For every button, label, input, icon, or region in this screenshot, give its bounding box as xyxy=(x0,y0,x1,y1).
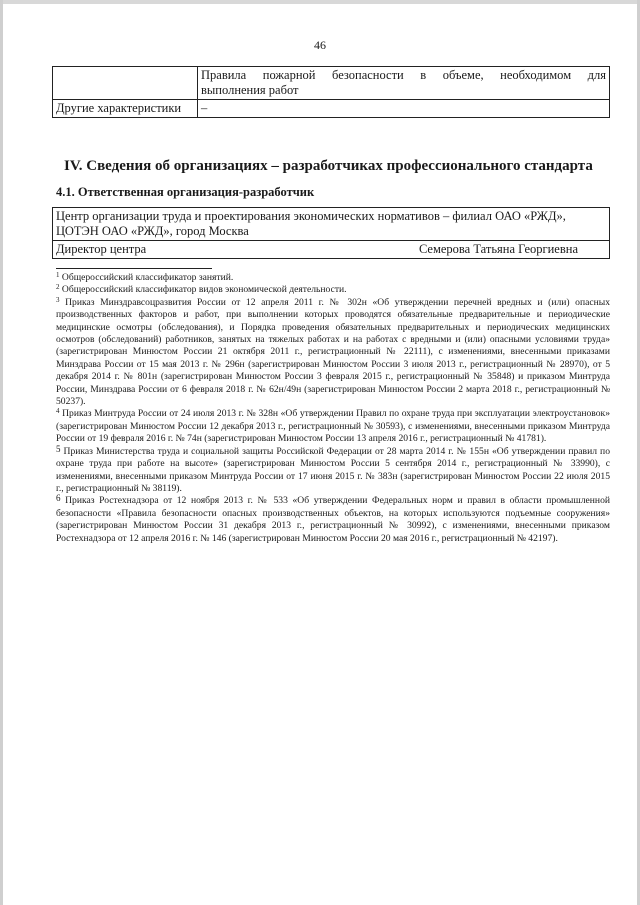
table-row xyxy=(53,208,610,241)
director-person: Семерова Татьяна Георгиевна xyxy=(418,242,578,256)
table-row xyxy=(53,100,610,118)
footnote-mark: 6 xyxy=(56,493,61,504)
footnote-text: Приказ Минздравсоцразвития России от 12 апреля 2011 г. № 302н «Об утверждении перечней вредных и (или) опасных производственных факторов и работ, при выполнении которых проводятся обязательные предварительные и периодические медицинские осмотры (обследования), и Порядка проведения обязательных предварительных и периодических медицинских осмотров (обследований) работников, занятых на тяжелых работах и на работах с вредными и (или) опасными условиями труда» (зарегистрирован Минюстом России 21 октября 2011 г., регистрационный № 22111), с изменениями, внесенными приказами Минздрава России от 15 мая 2013 г. № 296н (зарегистрирован Минюстом России 3 июля 2013 г., регистрационный № 28970), от 5 декабря 2014 г. № 801н (зарегистрирован Минюстом России 3 февраля 2015 г., регистрационный № 35848) и приказом Минтруда России, Минздрава России от 6 февраля 2018 г. № 62н/49н (зарегистрирован Минюстом России 2 марта 2018 г., регистрационный № 50237). xyxy=(56,296,610,408)
footnote xyxy=(56,297,610,409)
table-cell-label xyxy=(53,67,198,100)
section-title: IV. Сведения об организациях – разработчиках профессионального стандарта xyxy=(64,158,593,174)
director-cell xyxy=(53,241,610,259)
organization-table xyxy=(52,207,610,259)
director-position: Директор центра xyxy=(56,242,147,256)
table-row xyxy=(53,67,610,100)
footnote-text: Приказ Ростехнадзора от 12 ноября 2013 г. № 533 «Об утверждении Федеральных норм и правил в области промышленной безопасности «Правила безопасности опасных производственных объектов, на которых используются подъемные сооружения» (зарегистрирован Минюстом России 31 декабря 2013 г., регистрационный № 30992), с изменениями, внесенными приказом Ростехнадзора от 12 апреля 2016 г. № 146 (зарегистрирован Минюстом России 20 мая 2016 г., регистрационный № 42197). xyxy=(56,495,610,544)
footnote-separator xyxy=(56,268,212,269)
footnote-mark: 4 xyxy=(56,407,60,416)
scan-edge-left xyxy=(0,0,3,905)
table-cell-value: – xyxy=(198,100,610,118)
footnote-mark: 5 xyxy=(56,443,61,454)
footnote-text: Общероссийский классификатор видов экономической деятельности. xyxy=(61,284,347,296)
characteristics-table xyxy=(52,66,610,118)
footnote xyxy=(56,284,610,296)
director-row xyxy=(56,242,606,257)
organization-name-cell xyxy=(53,208,610,241)
footnote-text: Приказ Министерства труда и социальной защиты Российской Федерации от 28 марта 2014 г. № 155н «Об утверждении правил по охране труда при работе на высоте» (зарегистрирован Минюстом России 5 сентября 2014 г., регистрационный № 33990), с изменениями, внесенными приказом Минтруда России от 17 июня 2015 г. № 383н (зарегистрирован Минюстом России 22 июля 2015 г., регистрационный № 38119). xyxy=(56,445,610,494)
table-cell-label: Другие характеристики xyxy=(53,100,198,118)
footnote xyxy=(56,408,610,445)
page-number: 46 xyxy=(314,38,326,52)
footnote xyxy=(56,495,610,545)
table-cell-value xyxy=(198,67,610,100)
requirement-line: выполнения работ xyxy=(201,83,299,97)
footnote-mark: 3 xyxy=(56,295,60,304)
footnote xyxy=(56,272,610,284)
scan-edge-top xyxy=(0,0,640,4)
subsection-title: 4.1. Ответственная организация-разработчик xyxy=(56,185,315,199)
table-row xyxy=(53,241,610,259)
footnote xyxy=(56,443,610,496)
requirement-line: Правила пожарной безопасности в объеме, необходимом для xyxy=(201,68,606,82)
footnote-text: Общероссийский классификатор занятий. xyxy=(61,272,234,283)
footnote-mark: 2 xyxy=(56,283,60,292)
footnote-mark: 1 xyxy=(56,271,60,279)
footnotes xyxy=(56,272,610,545)
organization-name-line: ЦОТЭН ОАО «РЖД», город Москва xyxy=(56,224,249,238)
organization-name-line: Центр организации труда и проектирования экономических нормативов – филиал ОАО «РЖД», xyxy=(56,209,566,223)
footnote-text: Приказ Минтруда России от 24 июля 2013 г. № 328н «Об утверждении Правил по охране труда при эксплуатации электроустановок» (зарегистрирован Минюстом России 12 декабря 2013 г., регистрационный № 30593), с изменениями, внесенными приказом Минтруда России от 19 февраля 2016 г. № 74н (зарегистрирован Минюстом России 13 апреля 2016 г., регистрационный № 41781). xyxy=(56,408,610,445)
